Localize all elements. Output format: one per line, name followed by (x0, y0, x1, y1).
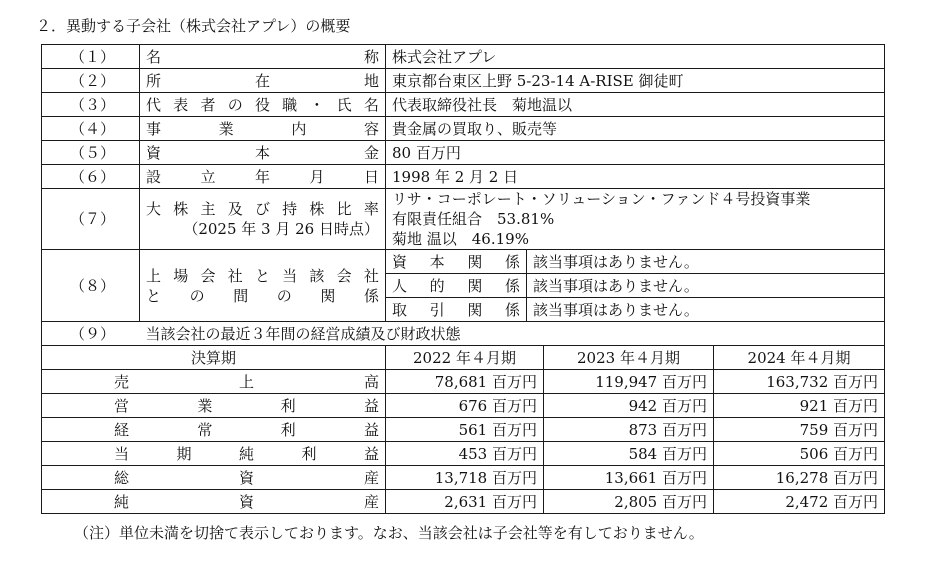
row-label (140, 69, 386, 93)
financial-item-label (42, 466, 386, 490)
financials-title: 当該会社の最近３年間の経営成績及び財政状態 (140, 322, 885, 346)
shareholders-value (386, 189, 885, 250)
row-label (140, 141, 386, 165)
overview-row (42, 69, 885, 93)
fiscal-period: 2023 年４月期 (544, 346, 714, 370)
row-label-text: 名 称 (146, 47, 379, 66)
relationship-label-text: 資 本 関 係 (392, 252, 520, 271)
overview-row (42, 117, 885, 141)
financial-item-label (42, 442, 386, 466)
row-value: 代表取締役社長 菊地温以 (386, 93, 885, 117)
row-label-text: と の 間 の 関 係 (146, 286, 379, 305)
row-label-date: （2025 年 3 月 26 日時点） (183, 220, 379, 238)
financial-value: 119,947 百万円 (544, 370, 714, 394)
relationship-label (386, 274, 527, 298)
shareholder-line: リサ・コーポレート・ソリューション・ファンド４号投資事業 (392, 190, 811, 208)
financials-header-row (42, 346, 885, 370)
financial-item-label (42, 418, 386, 442)
financial-item-label (42, 394, 386, 418)
financial-value: 921 百万円 (714, 394, 885, 418)
financial-item-label (42, 370, 386, 394)
financial-item-label-text: 当 期 純 利 益 (114, 444, 379, 463)
relationship-value: 該当事項はありません。 (533, 300, 699, 319)
financial-value: 163,732 百万円 (714, 370, 885, 394)
row-label (140, 165, 386, 189)
overview-row (42, 165, 885, 189)
financial-value: 759 百万円 (714, 418, 885, 442)
financial-value: 453 百万円 (386, 442, 544, 466)
relationship-value: 該当事項はありません。 (527, 250, 885, 274)
financial-item-label-text: 売 上 高 (114, 372, 379, 391)
relationship-values (386, 250, 885, 322)
financial-value: 16,278 百万円 (714, 466, 885, 490)
row-label-text: 設 立 年 月 日 (146, 167, 379, 186)
relationship-item (386, 274, 884, 298)
financial-item-label-text: 経 常 利 益 (114, 420, 379, 439)
financial-item-row (42, 394, 885, 418)
shareholder-line: 有限責任組合 53.81% (392, 210, 555, 228)
row-number: （８） (42, 250, 140, 322)
financial-value: 2,631 百万円 (386, 490, 544, 514)
row-value: 貴金属の買取り、販売等 (386, 117, 885, 141)
financial-item-row (42, 490, 885, 514)
financial-value: 13,661 百万円 (544, 466, 714, 490)
financial-item-label-text: 純 資 産 (114, 492, 379, 511)
row-label (140, 45, 386, 69)
row-label-text: 事 業 内 容 (146, 119, 379, 138)
financial-item-label (42, 490, 386, 514)
overview-row (42, 93, 885, 117)
relationship-label-text: 人 的 関 係 (392, 276, 520, 295)
row-number: （５） (42, 141, 140, 165)
overview-row (42, 141, 885, 165)
financial-item-label-text: 総 資 産 (114, 468, 379, 487)
row-number: （７） (42, 189, 140, 250)
row-label (140, 189, 386, 250)
row-label-text: 大 株 主 及 び 持 株 比 率 (146, 200, 379, 218)
row-number: （１） (42, 45, 140, 69)
footnote: （注）単位未満を切捨て表示しております。なお、当該会社は子会社等を有しておりません。 (74, 524, 704, 542)
row-value: 株式会社アプレ (386, 45, 885, 69)
row-value: 東京都台東区上野 5-23-14 A-RISE 御徒町 (386, 69, 885, 93)
relationship-label-text: 取 引 関 係 (392, 300, 520, 319)
fiscal-period: 2022 年４月期 (386, 346, 544, 370)
relationship-item (386, 298, 884, 322)
row-value: 80 百万円 (386, 141, 885, 165)
overview-row (42, 45, 885, 69)
financial-item-label-text: 営 業 利 益 (114, 396, 379, 415)
relationship-value: 該当事項はありません。 (527, 274, 885, 298)
row-number: （６） (42, 165, 140, 189)
financial-item-row (42, 418, 885, 442)
relationship-label (386, 250, 527, 274)
relationship-label (386, 298, 527, 322)
row-number: （３） (42, 93, 140, 117)
fiscal-period: 2024 年４月期 (714, 346, 885, 370)
fiscal-period-label: 決算期 (42, 346, 386, 370)
row-label (140, 117, 386, 141)
subsidiary-overview-table (41, 44, 885, 514)
section-heading: ２．異動する子会社（株式会社アプレ）の概要 (36, 17, 351, 35)
row-label-text: 上 場 会 社 と 当 該 会 社 (146, 266, 379, 285)
financial-value: 676 百万円 (386, 394, 544, 418)
row-label (140, 250, 386, 322)
relationship-item (386, 250, 884, 274)
financial-value: 584 百万円 (544, 442, 714, 466)
row-label-text: 代 表 者 の 役 職 ・ 氏 名 (146, 95, 379, 114)
financial-value: 78,681 百万円 (386, 370, 544, 394)
financial-value: 561 百万円 (386, 418, 544, 442)
financial-item-row (42, 442, 885, 466)
financial-value: 942 百万円 (544, 394, 714, 418)
financial-item-row (42, 466, 885, 490)
relationship-row (42, 250, 885, 322)
financials-title-row (42, 322, 885, 346)
shareholder-line: 菊地 温以 46.19% (392, 230, 529, 248)
row-number: （４） (42, 117, 140, 141)
financial-value: 2,472 百万円 (714, 490, 885, 514)
row-label-text: 資 本 金 (146, 143, 379, 162)
financial-value: 13,718 百万円 (386, 466, 544, 490)
row-label-text: 所 在 地 (146, 71, 379, 90)
row-number: （２） (42, 69, 140, 93)
row-number: （９） (42, 322, 140, 346)
financial-value: 2,805 百万円 (544, 490, 714, 514)
major-shareholders-row (42, 189, 885, 250)
row-value: 1998 年 2 月 2 日 (386, 165, 885, 189)
financial-item-row (42, 370, 885, 394)
row-label (140, 93, 386, 117)
financial-value: 873 百万円 (544, 418, 714, 442)
financial-value: 506 百万円 (714, 442, 885, 466)
